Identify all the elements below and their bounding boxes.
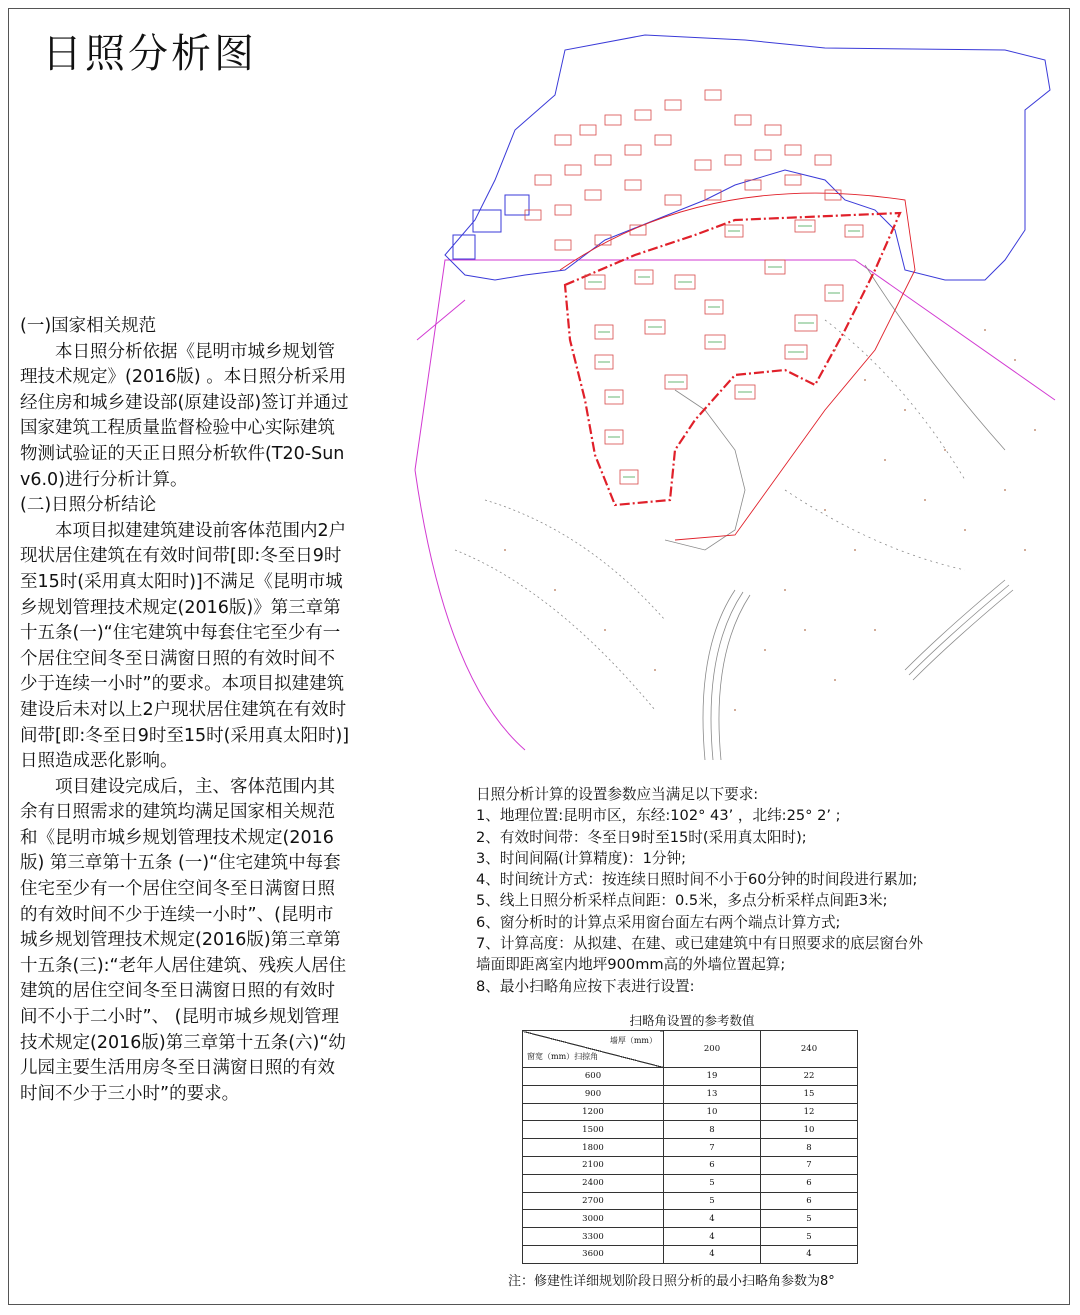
table-row <box>523 1245 858 1263</box>
page-title: 日照分析图 <box>42 31 257 77</box>
requirement-item: 7、计算高度：从拟建、在建、或已建建筑中有日照要求的底层窗台外 <box>476 935 924 953</box>
table-row <box>523 1085 858 1103</box>
table-cell: 19 <box>664 1068 761 1086</box>
table-cell: 12 <box>761 1103 858 1121</box>
requirement-item: 5、线上日照分析采样点间距：0.5米，多点分析采样点间距3米; <box>476 892 888 910</box>
table-cell: 900 <box>523 1085 664 1103</box>
table-cell: 22 <box>761 1068 858 1086</box>
table-cell: 10 <box>761 1121 858 1139</box>
building-footprints <box>525 90 863 484</box>
table-row <box>523 1139 858 1157</box>
requirement-item: 2、有效时间带：冬至日9时至15时(采用真太阳时); <box>476 828 807 846</box>
section-2-paragraph-2: 项目建设完成后，主、客体范围内其余有日照需求的建筑均满足国家相关规范和《昆明市城乡规划管理技术规定(2016版) 第三章第十五条 (一)“住宅建筑中每套住宅至少有一个居住空间冬至日满窗日照的有效时间不少于连续一小时”、(昆明市城乡规划管理技术规定(2016版)第三章第十五条(三):“老年人居住建筑、残疾人居住建筑的居住空间冬至日满窗日照的有效时间不小于二小时”、 (昆明市城乡规划管理技术规定(2016版)第三章第十五条(六)“幼儿园主要生活用房冬至日满窗日照的有效时间不少于三小时”的要求。 <box>20 776 347 1104</box>
table-cell: 5 <box>761 1210 858 1228</box>
table-cell: 3300 <box>523 1228 664 1246</box>
requirement-item: 墙面即距离室内地坪900mm高的外墙位置起算; <box>476 956 786 974</box>
table-row <box>523 1068 858 1086</box>
section-1-body: 本日照分析依据《昆明市城乡规划管理技术规定》(2016版) 。本日照分析采用经住房和城乡建设部(原建设部)签订并通过国家建筑工程质量监督检验中心实际建筑物测试验证的天正日照分析软件(T20-Sun v6.0)进行分析计算。 <box>20 341 349 490</box>
column-header: 200 <box>664 1031 761 1068</box>
table-cell: 10 <box>664 1103 761 1121</box>
table-cell: 13 <box>664 1085 761 1103</box>
roads <box>455 265 1013 760</box>
requirement-item: 1、地理位置:昆明市区，东经:102° 43’ ，北纬:25° 2’ ; <box>476 807 841 825</box>
window-width-label: 窗宽（mm）扫掠角 <box>527 1052 599 1061</box>
requirement-item: 3、时间间隔(计算精度)：1分钟; <box>476 849 687 867</box>
terrain-points <box>504 329 1036 711</box>
requirement-item: 8、最小扫略角应按下表进行设置: <box>476 977 695 995</box>
requirements-intro: 日照分析计算的设置参数应当满足以下要求: <box>476 786 759 803</box>
table-cell: 8 <box>664 1121 761 1139</box>
table-cell: 7 <box>761 1156 858 1174</box>
table-cell: 4 <box>664 1228 761 1246</box>
table-cell: 1800 <box>523 1139 664 1157</box>
scan-angle-table <box>522 1030 858 1264</box>
table-cell: 2400 <box>523 1174 664 1192</box>
table-cell: 4 <box>664 1245 761 1263</box>
table-cell: 6 <box>664 1156 761 1174</box>
column-header: 240 <box>761 1031 858 1068</box>
table-row <box>523 1174 858 1192</box>
requirement-item: 6、窗分析时的计算点采用窗台面左右两个端点计算方式; <box>476 913 841 931</box>
table-cell: 2700 <box>523 1192 664 1210</box>
table-cell: 1500 <box>523 1121 664 1139</box>
table-cell: 8 <box>761 1139 858 1157</box>
table-cell: 4 <box>664 1210 761 1228</box>
table-row <box>523 1210 858 1228</box>
requirement-item: 4、时间统计方式：按连续日照时间不小于60分钟的时间段进行累加; <box>476 871 918 889</box>
calculation-requirements <box>476 784 1036 997</box>
table-cell: 600 <box>523 1068 664 1086</box>
table-cell: 6 <box>761 1174 858 1192</box>
project-site-boundary <box>565 213 900 505</box>
section-2-heading: (二)日照分析结论 <box>20 495 157 516</box>
table-cell: 5 <box>761 1228 858 1246</box>
table-row <box>523 1121 858 1139</box>
section-1-heading: (一)国家相关规范 <box>20 316 157 336</box>
table-row <box>523 1156 858 1174</box>
table-row <box>523 1192 858 1210</box>
existing-building-outlines <box>445 35 1050 280</box>
table-cell: 4 <box>761 1245 858 1263</box>
scan-angle-note: 注：修建性详细规划阶段日照分析的最小扫略角参数为8° <box>508 1274 835 1289</box>
left-text-block <box>20 314 350 1107</box>
table-row <box>523 1103 858 1121</box>
table-cell: 5 <box>664 1174 761 1192</box>
table-cell: 15 <box>761 1085 858 1103</box>
wall-thickness-label: 墙厚（mm） <box>609 1036 657 1045</box>
table-cell: 3000 <box>523 1210 664 1228</box>
table-row <box>523 1228 858 1246</box>
table-cell: 7 <box>664 1139 761 1157</box>
table-cell: 6 <box>761 1192 858 1210</box>
table-cell: 5 <box>664 1192 761 1210</box>
table-header-row <box>523 1031 858 1068</box>
table-diagonal-header <box>523 1031 664 1068</box>
site-map <box>405 30 1060 760</box>
table-cell: 2100 <box>523 1156 664 1174</box>
section-2-paragraph-1: 本项目拟建建筑建设前客体范围内2户现状居住建筑在有效时间带[即:冬至日9时至15时(采用真太阳时)]不满足《昆明市城乡规划管理技术规定(2016版)》第三章第十五条(一)“住宅建筑中每套住宅至少有一个居住空间冬至日满窗日照的有效时间不少于连续一小时”的要求。本项目拟建建筑建设后未对以上2户现状居住建筑在有效时间带[即:冬至日9时至15时(采用真太阳时)]日照造成恶化影响。 <box>20 520 350 772</box>
analysis-range-lines <box>415 260 1055 750</box>
table-cell: 3600 <box>523 1245 664 1263</box>
scan-angle-table-title: 扫略角设置的参考数值 <box>629 1013 755 1028</box>
table-cell: 1200 <box>523 1103 664 1121</box>
